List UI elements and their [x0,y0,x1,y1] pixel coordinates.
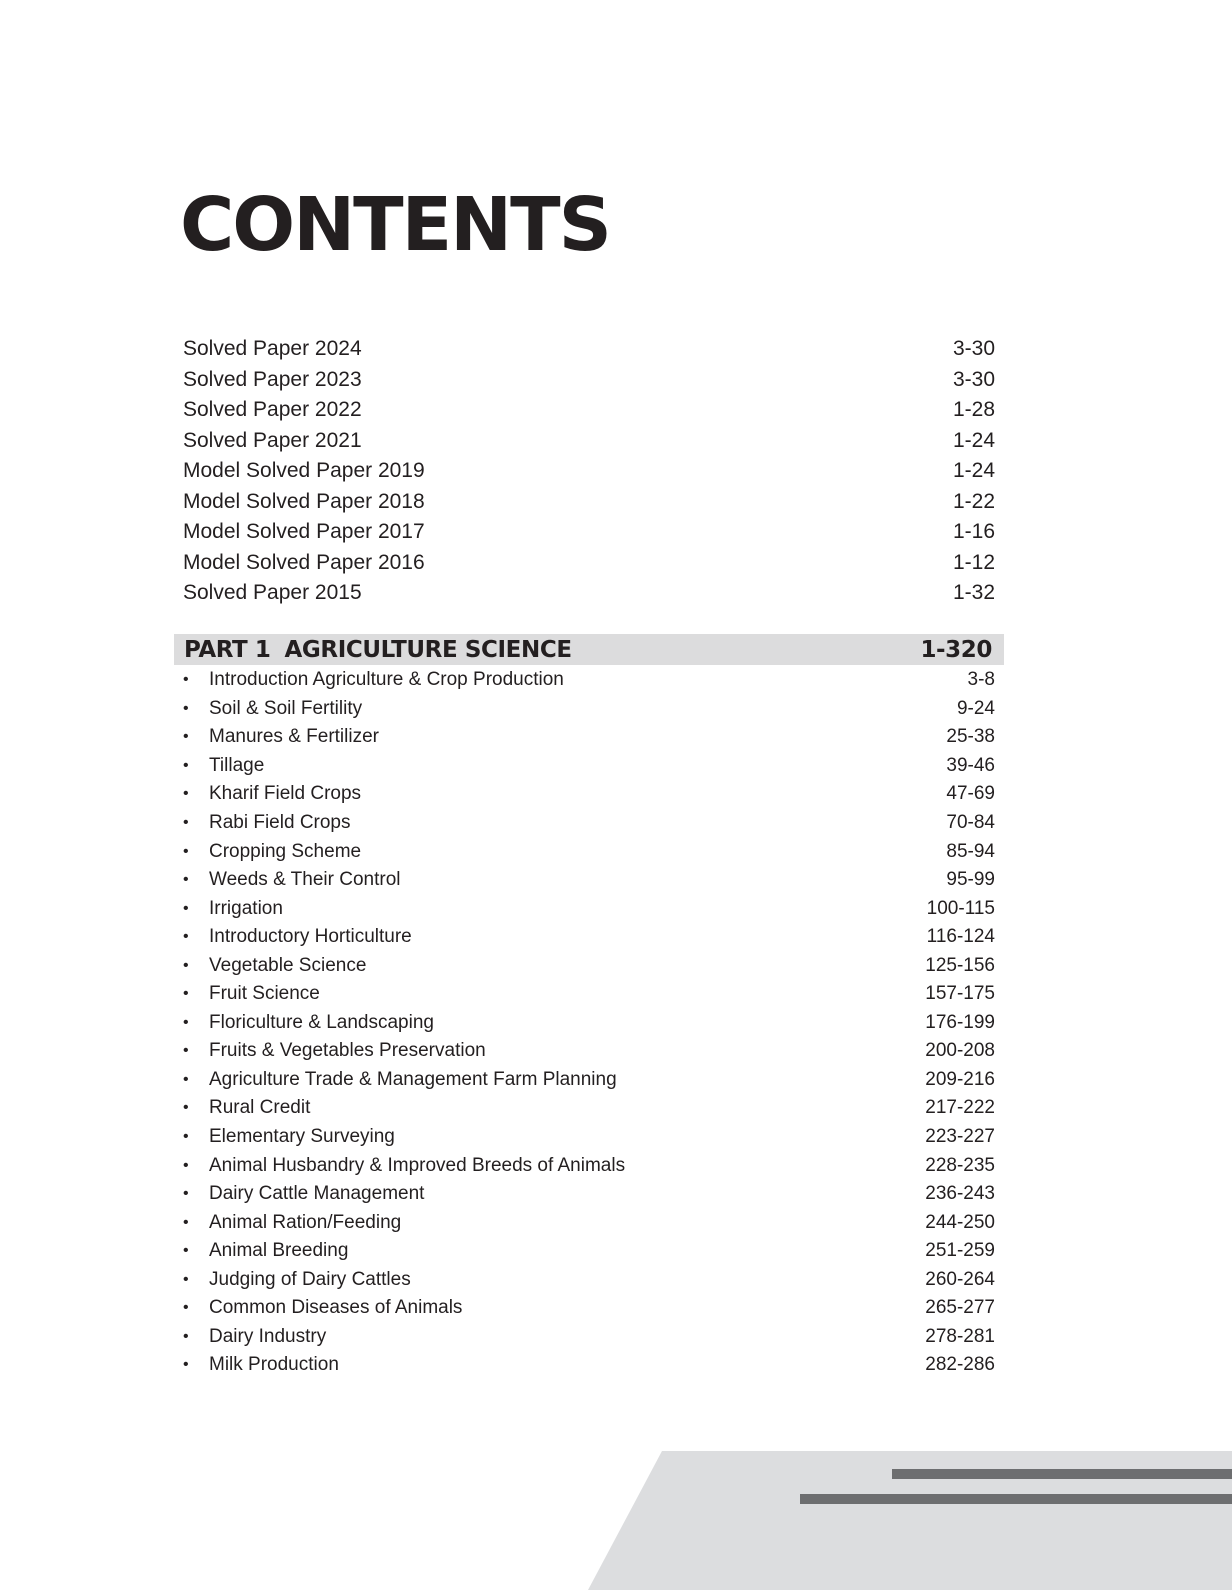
topic-title: Weeds & Their Control [209,869,401,891]
topic-pages: 251-259 [925,1240,995,1262]
topic-title: Rabi Field Crops [209,812,351,833]
topic-title: Tillage [209,754,265,776]
bullet-icon: • [183,842,189,860]
part-pages: 1-320 [920,636,992,663]
topic-title: Fruits & Vegetables Preservation [209,1040,486,1062]
topic-title: Animal Breeding [209,1240,349,1262]
topic-pages: 282-286 [925,1354,995,1376]
paper-pages: 1-16 [952,520,995,544]
topic-title: Milk Production [209,1354,339,1376]
paper-pages: 1-32 [952,581,995,605]
topic-pages: 260-264 [925,1268,995,1290]
topic-pages: 200-208 [925,1040,995,1062]
topic-title: Agriculture Trade & Management Farm Planning [209,1068,617,1090]
topic-pages: 116-124 [926,926,995,948]
paper-title: Model Solved Paper 2019 [183,459,425,483]
topic-title: Vegetable Science [209,954,367,976]
paper-title: Solved Paper 2024 [183,337,362,361]
bullet-icon: • [183,1213,189,1231]
bullet-icon: • [183,1099,189,1117]
topic-pages: 25-38 [946,726,995,748]
bullet-icon: • [183,1128,189,1146]
bullet-icon: • [183,1070,189,1088]
topic-title: Soil & Soil Fertility [209,697,363,719]
topic-title: Introductory Horticulture [209,926,412,948]
topic-title: Dairy Cattle Management [209,1183,425,1205]
bullet-icon: • [183,956,189,974]
topic-pages: 217-222 [925,1097,995,1119]
topic-title: Fruit Science [209,983,320,1005]
paper-pages: 1-24 [952,428,995,452]
topic-title: Elementary Surveying [209,1126,395,1148]
bullet-icon: • [183,985,189,1003]
bullet-icon: • [183,1299,189,1317]
bullet-icon: • [183,671,189,689]
bullet-icon: • [183,699,189,717]
bullet-icon: • [183,871,189,889]
bullet-icon: • [183,728,189,746]
topic-pages: 85-94 [946,840,995,862]
bullet-icon: • [183,1042,189,1060]
paper-title: Solved Paper 2021 [183,428,362,452]
topic-pages: 39-46 [946,754,995,776]
topic-pages: 47-69 [946,783,995,805]
paper-title: Model Solved Paper 2016 [183,550,425,574]
topic-pages: 70-84 [946,812,995,833]
bullet-icon: • [183,1013,189,1031]
part-number: PART 1 [184,636,271,663]
paper-pages: 1-24 [952,459,995,483]
topic-pages: 244-250 [925,1211,995,1233]
bullet-icon: • [183,1242,189,1260]
topic-pages: 176-199 [925,1011,995,1033]
bullet-icon: • [183,1270,189,1288]
topic-pages: 95-99 [946,869,995,891]
bullet-icon: • [183,1327,189,1345]
topic-pages: 125-156 [925,954,995,976]
bullet-icon: • [183,899,189,917]
topic-title: Floriculture & Landscaping [209,1011,434,1033]
paper-title: Model Solved Paper 2018 [183,489,425,513]
corner-stripe-upper [892,1469,1232,1479]
topic-title: Kharif Field Crops [209,783,362,805]
bullet-icon: • [183,928,189,946]
bullet-icon: • [183,785,189,803]
paper-pages: 1-28 [952,398,995,422]
bullet-icon: • [183,756,189,774]
bullet-icon: • [183,814,189,831]
topic-pages: 228-235 [925,1154,995,1176]
corner-stripe-lower [800,1494,1232,1504]
topic-pages: 100-115 [926,897,995,919]
part-title: AGRICULTURE SCIENCE [284,636,572,663]
topic-pages: 3-8 [967,669,995,691]
topic-title: Judging of Dairy Cattles [209,1268,411,1290]
topic-title: Manures & Fertilizer [209,726,379,748]
topic-pages: 223-227 [925,1126,995,1148]
topic-pages: 265-277 [925,1297,995,1319]
bullet-icon: • [183,1156,189,1174]
topic-title: Irrigation [209,897,283,919]
topic-title: Common Diseases of Animals [209,1297,463,1319]
paper-pages: 3-30 [952,337,995,361]
paper-title: Model Solved Paper 2017 [183,520,425,544]
bullet-icon: • [183,1356,189,1374]
topic-pages: 157-175 [925,983,995,1005]
topic-title: Animal Husbandry & Improved Breeds of Animals [209,1154,626,1176]
topic-title: Animal Ration/Feeding [209,1211,402,1233]
paper-title: Solved Paper 2022 [183,398,362,422]
paper-title: Solved Paper 2023 [183,367,362,391]
paper-pages: 1-22 [952,489,995,513]
topic-pages: 236-243 [925,1183,995,1205]
paper-pages: 1-12 [952,550,995,574]
page-title: CONTENTS [180,182,610,268]
topic-title: Introduction Agriculture & Crop Production [209,669,564,691]
topic-pages: 278-281 [925,1325,995,1347]
topic-title: Cropping Scheme [209,840,362,862]
topic-pages: 209-216 [925,1068,995,1090]
topic-title: Rural Credit [209,1097,311,1119]
paper-title: Solved Paper 2015 [183,581,362,605]
topic-pages: 9-24 [956,697,995,719]
paper-pages: 3-30 [952,367,995,391]
bullet-icon: • [183,1185,189,1203]
topic-title: Dairy Industry [209,1325,327,1347]
